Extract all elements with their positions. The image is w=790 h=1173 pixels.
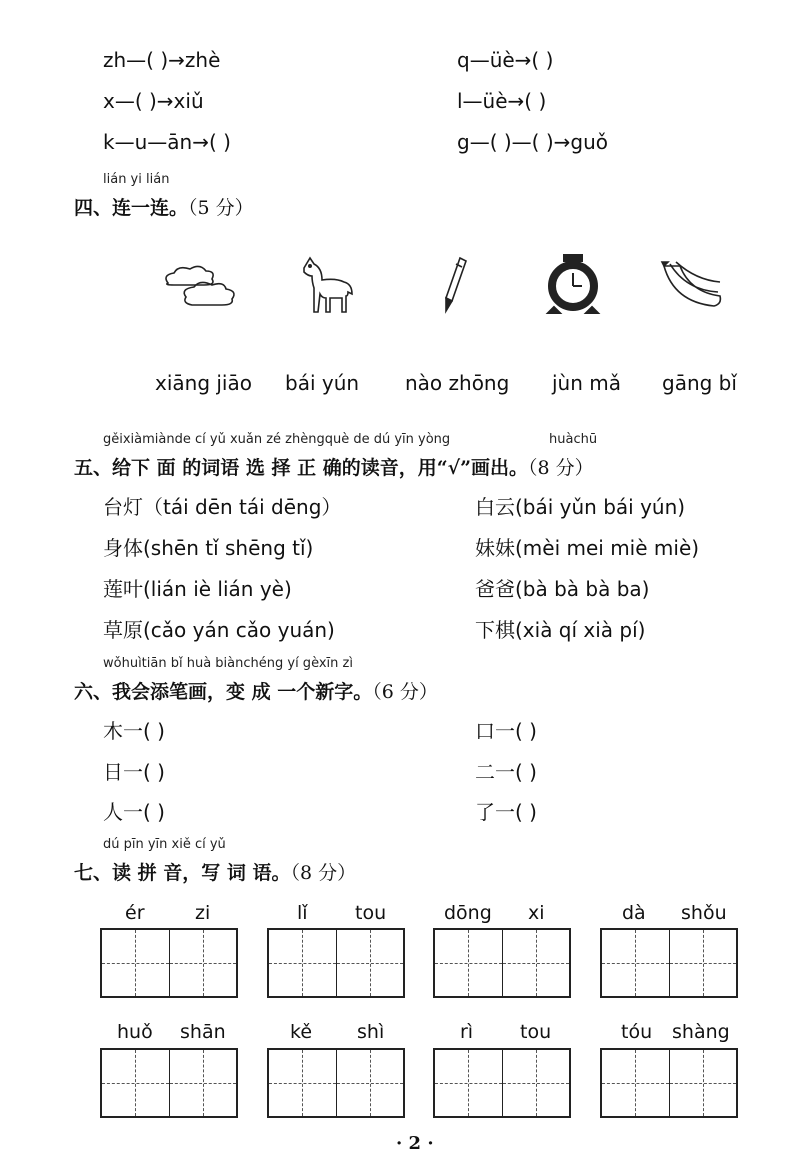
spelling-row-1-left: zh—( )→zhè bbox=[103, 48, 221, 72]
grid-cell[interactable] bbox=[670, 1050, 737, 1116]
grid-cell[interactable] bbox=[269, 930, 337, 996]
grid-cell[interactable] bbox=[269, 1050, 337, 1116]
section5-item-4-left[interactable]: 草原(cǎo yán cǎo yuán) bbox=[103, 618, 335, 642]
section4-score: （5 分） bbox=[188, 197, 254, 219]
section4-word-3[interactable]: nào zhōng bbox=[405, 371, 510, 395]
grid5-pinyin-b: shān bbox=[180, 1021, 226, 1043]
grid6-pinyin-a: kě bbox=[290, 1021, 313, 1043]
section6-title-text: 六、我会添笔画，变 成 一个新字。 bbox=[74, 681, 373, 703]
grid3-pinyin-b: xi bbox=[528, 902, 545, 924]
writing-grid-6[interactable] bbox=[267, 1048, 405, 1118]
writing-grid-1[interactable] bbox=[100, 928, 238, 998]
grid2-pinyin-b: tou bbox=[355, 902, 387, 924]
page-number: · 2 · bbox=[396, 1133, 434, 1154]
grid-cell[interactable] bbox=[337, 1050, 404, 1116]
grid7-pinyin-a: rì bbox=[460, 1021, 474, 1043]
grid-cell[interactable] bbox=[170, 930, 237, 996]
writing-grid-7[interactable] bbox=[433, 1048, 571, 1118]
section4-pinyin: lián yi lián bbox=[103, 172, 170, 187]
grid1-pinyin-b: zi bbox=[195, 902, 211, 924]
section4-title bbox=[74, 193, 254, 220]
spelling-row-2-left: x—( )→xiǔ bbox=[103, 89, 204, 113]
grid-cell[interactable] bbox=[503, 930, 570, 996]
section5-item-4-right[interactable]: 下棋(xià qí xià pí) bbox=[475, 618, 646, 642]
section6-pinyin: wǒhuìtiān bǐ huà biànchéng yí gèxīn zì bbox=[103, 656, 353, 671]
section4-word-5[interactable]: gāng bǐ bbox=[662, 371, 737, 395]
grid-cell[interactable] bbox=[602, 1050, 670, 1116]
section5-pinyin-b: huàchū bbox=[549, 432, 598, 447]
grid-cell[interactable] bbox=[170, 1050, 237, 1116]
section6-item-3-left[interactable]: 人一( ) bbox=[103, 800, 165, 824]
section5-pinyin-a: gěixiàmiànde cí yǔ xuǎn zé zhèngquè de dú yīn yòng bbox=[103, 432, 451, 447]
grid-cell[interactable] bbox=[337, 930, 404, 996]
section6-title bbox=[74, 677, 438, 704]
section4-word-4[interactable]: jùn mǎ bbox=[552, 371, 622, 395]
spelling-row-1-right: q—üè→( ) bbox=[457, 48, 554, 72]
grid6-pinyin-b: shì bbox=[357, 1021, 385, 1043]
grid4-pinyin-a: dà bbox=[622, 902, 646, 924]
spelling-row-2-right: l—üè→( ) bbox=[457, 89, 547, 113]
section7-title-text: 七、读 拼 音，写 词 语。 bbox=[74, 862, 291, 884]
section6-item-1-left[interactable]: 木一( ) bbox=[103, 719, 165, 743]
grid7-pinyin-b: tou bbox=[520, 1021, 552, 1043]
section5-item-3-left[interactable]: 莲叶(lián iè lián yè) bbox=[103, 577, 292, 601]
section6-item-2-right[interactable]: 二一( ) bbox=[475, 760, 537, 784]
grid5-pinyin-a: huǒ bbox=[117, 1021, 153, 1043]
section6-item-2-left[interactable]: 日一( ) bbox=[103, 760, 165, 784]
section5-title-text: 五、给下 面 的词语 选 择 正 确的读音，用“√”画出。 bbox=[74, 457, 529, 479]
writing-grid-8[interactable] bbox=[600, 1048, 738, 1118]
grid-cell[interactable] bbox=[503, 1050, 570, 1116]
section5-item-1-left[interactable]: 台灯（tái dēn tái dēng） bbox=[103, 495, 342, 519]
section5-item-2-right[interactable]: 妹妹(mèi mei miè miè) bbox=[475, 536, 700, 560]
section6-item-3-right[interactable]: 了一( ) bbox=[475, 800, 537, 824]
grid-cell[interactable] bbox=[602, 930, 670, 996]
banana-icon bbox=[660, 258, 724, 310]
spelling-row-3-right: g—( )—( )→guǒ bbox=[457, 130, 608, 154]
section7-pinyin: dú pīn yīn xiě cí yǔ bbox=[103, 837, 226, 852]
section7-score: （8 分） bbox=[290, 862, 357, 884]
section4-title-text: 四、连一连。 bbox=[74, 197, 189, 219]
section6-score: （6 分） bbox=[372, 681, 438, 703]
alarm-clock-icon bbox=[544, 253, 602, 315]
writing-grid-5[interactable] bbox=[100, 1048, 238, 1118]
grid4-pinyin-b: shǒu bbox=[681, 902, 727, 924]
horse-icon bbox=[298, 254, 358, 318]
grid2-pinyin-a: lǐ bbox=[297, 902, 308, 924]
grid1-pinyin-a: ér bbox=[125, 902, 145, 924]
grid-cell[interactable] bbox=[435, 930, 503, 996]
pen-icon bbox=[438, 254, 468, 314]
section4-word-2[interactable]: bái yún bbox=[285, 371, 360, 395]
grid-cell[interactable] bbox=[102, 1050, 170, 1116]
spelling-row-3-left: k—u—ān→( ) bbox=[103, 130, 231, 154]
grid3-pinyin-a: dōng bbox=[444, 902, 492, 924]
section5-title bbox=[74, 453, 594, 480]
grid-cell[interactable] bbox=[670, 930, 737, 996]
section6-item-1-right[interactable]: 口一( ) bbox=[475, 719, 537, 743]
section4-word-1[interactable]: xiāng jiāo bbox=[155, 371, 252, 395]
writing-grid-3[interactable] bbox=[433, 928, 571, 998]
section5-item-2-left[interactable]: 身体(shēn tǐ shēng tǐ) bbox=[103, 536, 314, 560]
grid8-pinyin-a: tóu bbox=[621, 1021, 653, 1043]
grid-cell[interactable] bbox=[435, 1050, 503, 1116]
section5-item-3-right[interactable]: 爸爸(bà bà bà ba) bbox=[475, 577, 650, 601]
cloud-icon bbox=[160, 265, 242, 310]
section5-item-1-right[interactable]: 白云(bái yǔn bái yún) bbox=[475, 495, 686, 519]
section5-score: （8 分） bbox=[528, 457, 594, 479]
writing-grid-4[interactable] bbox=[600, 928, 738, 998]
grid-cell[interactable] bbox=[102, 930, 170, 996]
writing-grid-2[interactable] bbox=[267, 928, 405, 998]
grid8-pinyin-b: shàng bbox=[672, 1021, 730, 1043]
section7-title bbox=[74, 858, 356, 885]
